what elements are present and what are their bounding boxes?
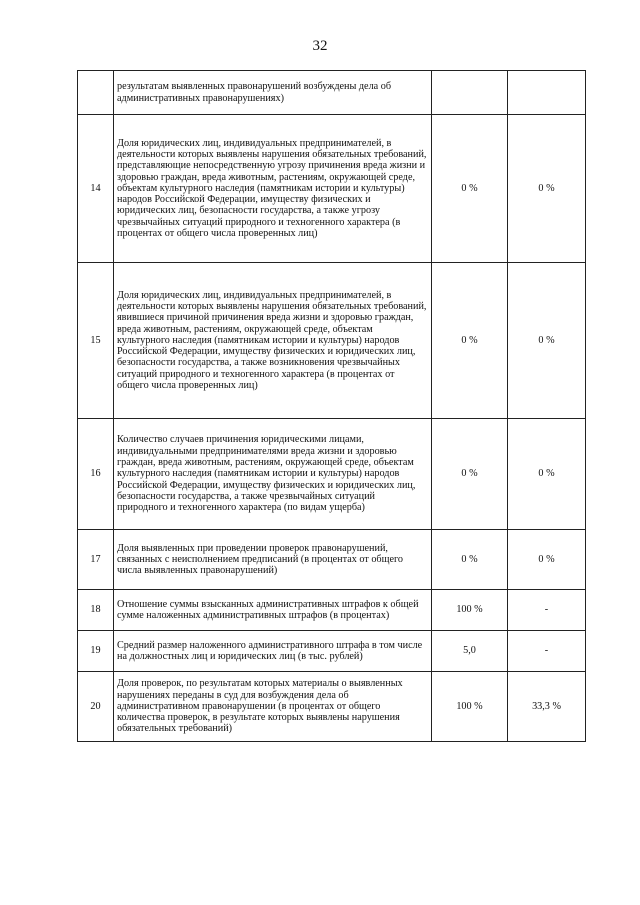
row-number: 20	[78, 672, 114, 742]
value-column-2: 33,3 %	[508, 672, 586, 742]
value-column-2: 0 %	[508, 530, 586, 590]
table-row	[78, 631, 586, 672]
table-row	[78, 419, 586, 530]
value-column-1: 100 %	[432, 590, 508, 631]
indicator-description: Доля проверок, по результатам которых материалы о выявленных нарушениях переданы в суд для возбуждения дела об административном правонарушении (в процентах от общего количества проверок, в результате которых выявлены нарушения обязательных требований)	[114, 672, 432, 742]
table-row	[78, 672, 586, 742]
table-row	[78, 263, 586, 419]
value-column-2: 0 %	[508, 263, 586, 419]
indicator-description: Средний размер наложенного административного штрафа в том числе на должностных лиц и юридических лиц (в тыс. рублей)	[114, 631, 432, 672]
value-column-2: 0 %	[508, 419, 586, 530]
indicator-description: Доля юридических лиц, индивидуальных предпринимателей, в деятельности которых выявлены нарушения обязательных требований, представляющие непосредственную угрозу причинения вреда жизни и здоровью граждан, вреда животным, растениям, окружающей среде, объектам культурного наследия (памятникам истории и культуры) народов Российской Федерации, имуществу физических и юридических лиц, безопасности государства, а также угрозу чрезвычайных ситуаций природного и техногенного характера (в процентах от общего числа проверенных лиц)	[114, 115, 432, 263]
table-row	[78, 590, 586, 631]
table-row	[78, 71, 586, 115]
row-number: 14	[78, 115, 114, 263]
indicator-description: Доля юридических лиц, индивидуальных предпринимателей, в деятельности которых выявлены нарушения обязательных требований, явившиеся причиной причинения вреда жизни и здоровью граждан, вреда животным, растениям, окружающей среде, объектам культурного наследия (памятникам истории и культуры) народов Российской Федерации, имуществу физических и юридических лиц, безопасности государства, а также возникновения чрезвычайных ситуаций природного и техногенного характера (в процентах от общего числа проверенных лиц)	[114, 263, 432, 419]
row-number: 19	[78, 631, 114, 672]
indicators-table	[77, 70, 586, 742]
value-column-1: 5,0	[432, 631, 508, 672]
value-column-2	[508, 71, 586, 115]
value-column-2: -	[508, 590, 586, 631]
indicator-description: Количество случаев причинения юридическими лицами, индивидуальными предпринимателями вреда жизни и здоровью граждан, вреда животным, растениям, окружающей среде, объектам культурного наследия (памятникам истории и культуры) народов Российской Федерации, имуществу физических и юридических лиц, безопасности государства, а также чрезвычайных ситуаций природного и техногенного характера (по видам ущерба)	[114, 419, 432, 530]
row-number: 15	[78, 263, 114, 419]
value-column-1: 0 %	[432, 530, 508, 590]
indicator-description: Отношение суммы взысканных административных штрафов к общей сумме наложенных административных штрафов (в процентах)	[114, 590, 432, 631]
value-column-1	[432, 71, 508, 115]
indicator-description: Доля выявленных при проведении проверок правонарушений, связанных с неисполнением предписаний (в процентах от общего числа выявленных правонарушений)	[114, 530, 432, 590]
value-column-1: 100 %	[432, 672, 508, 742]
value-column-2: 0 %	[508, 115, 586, 263]
row-number	[78, 71, 114, 115]
page-number: 32	[312, 38, 328, 54]
value-column-1: 0 %	[432, 263, 508, 419]
table-row	[78, 115, 586, 263]
table-row	[78, 530, 586, 590]
value-column-1: 0 %	[432, 419, 508, 530]
value-column-2: -	[508, 631, 586, 672]
row-number: 16	[78, 419, 114, 530]
row-number: 18	[78, 590, 114, 631]
value-column-1: 0 %	[432, 115, 508, 263]
row-number: 17	[78, 530, 114, 590]
indicator-description: результатам выявленных правонарушений возбуждены дела об административных правонарушениях)	[114, 71, 432, 115]
